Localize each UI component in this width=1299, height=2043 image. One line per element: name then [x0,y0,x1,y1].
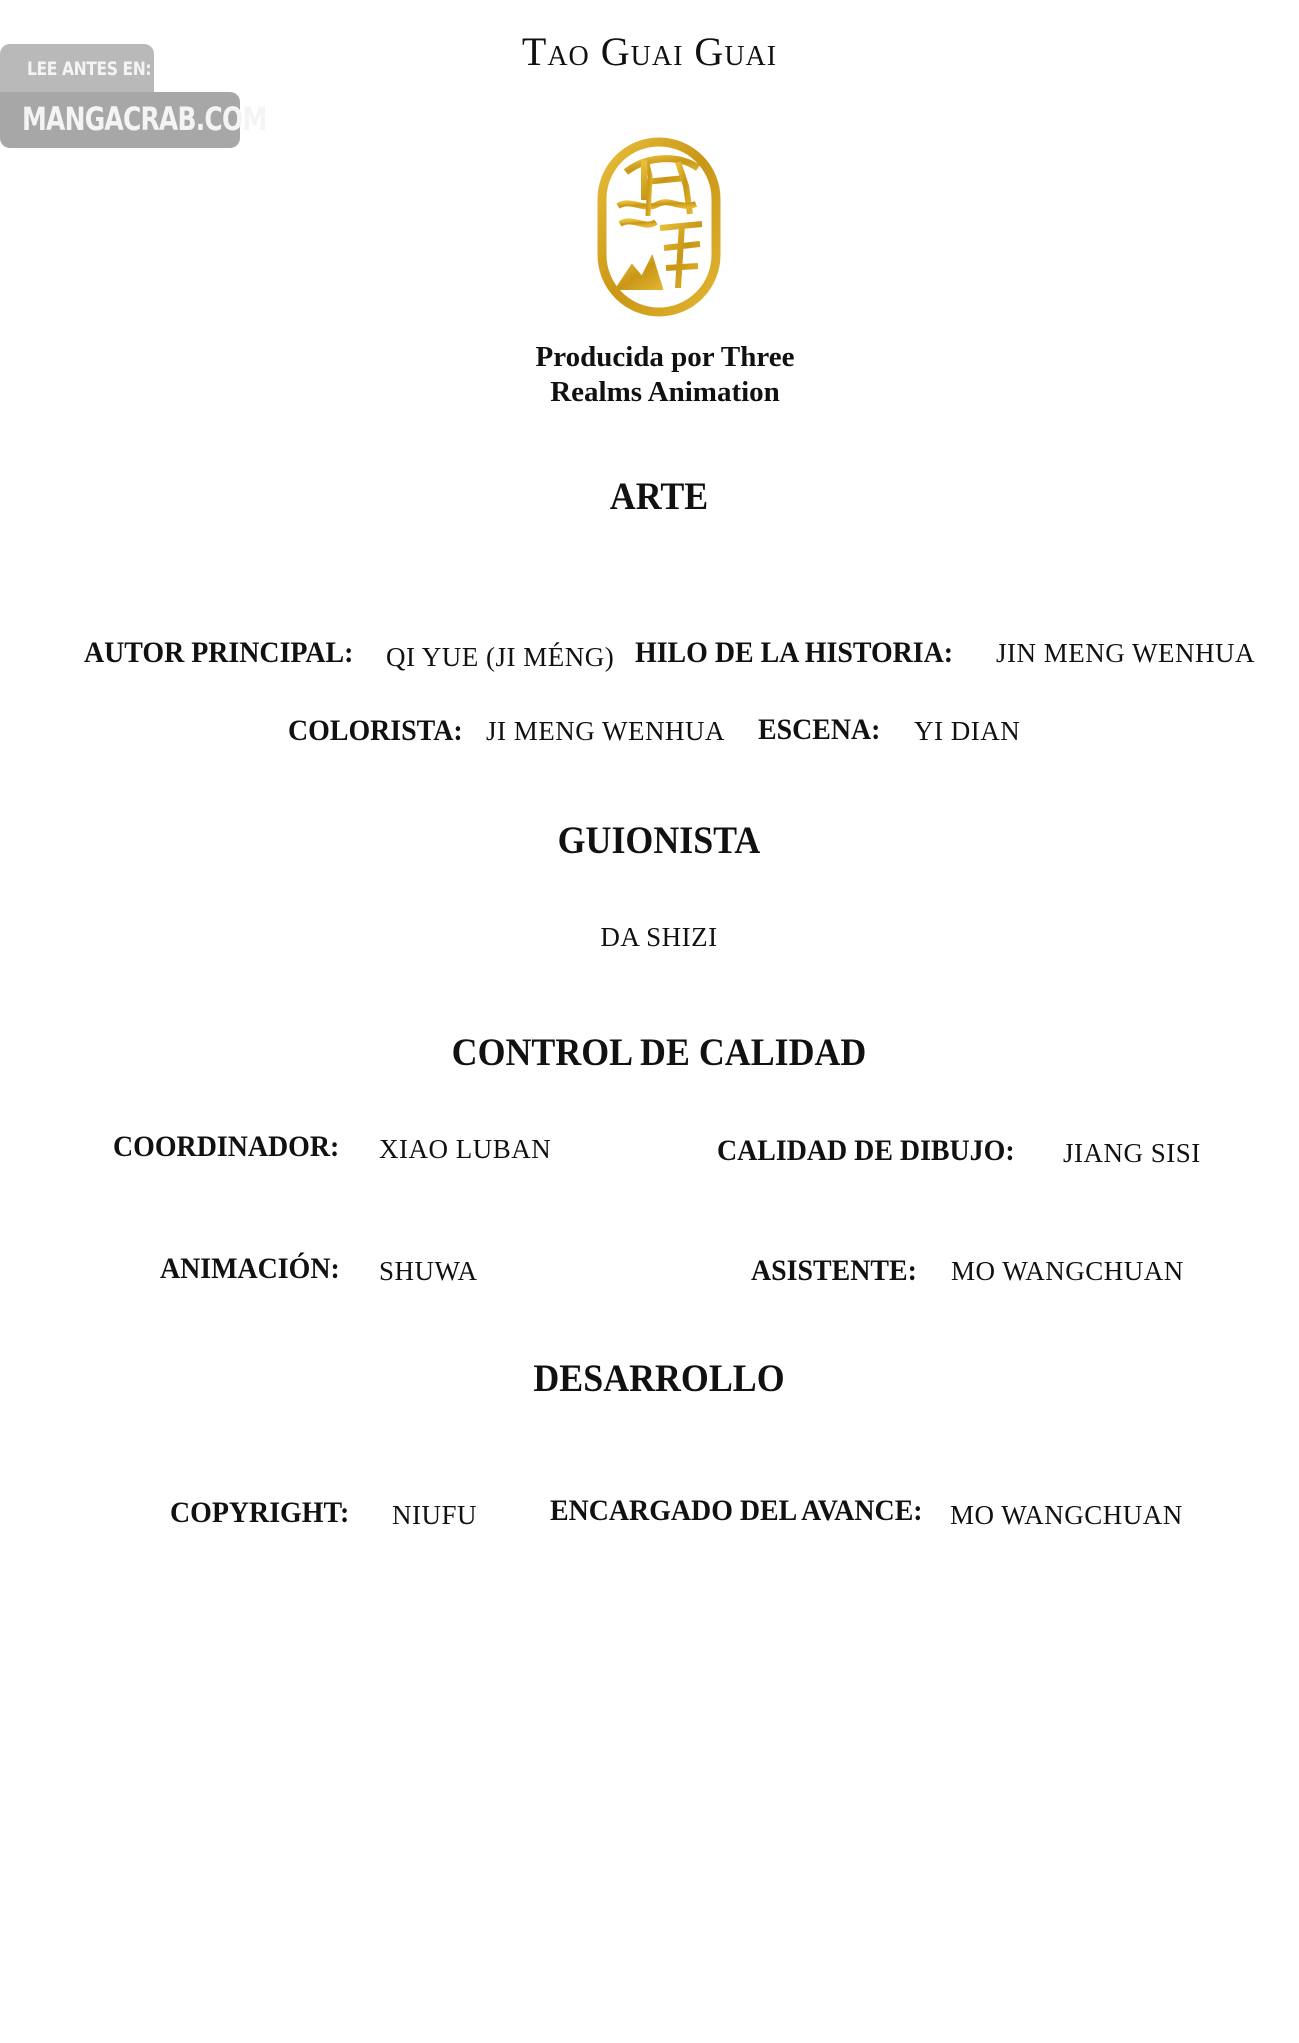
section-heading-art: ARTE [609,475,709,518]
series-title: Tao Guai Guai [521,29,778,74]
credit-label-animation: ANIMACIÓN: [160,1252,340,1285]
credit-value-coordinator: XIAO LUBAN [379,1134,552,1164]
credit-label-lead-author: AUTOR PRINCIPAL: [84,636,354,669]
credit-value-lead-author: QI YUE (JI MÉNG) [386,642,615,672]
produced-by-line1: Producida por Three [535,341,795,373]
section-heading-quality: CONTROL DE CALIDAD [451,1031,867,1074]
section-heading-development: DESARROLLO [533,1357,785,1400]
produced-by-line2: Realms Animation [550,376,780,408]
watermark-line1: LEE ANTES EN: [27,58,152,80]
credit-label-assistant: ASISTENTE: [751,1254,917,1287]
credit-label-scene: ESCENA: [758,713,881,746]
credit-label-coordinator: COORDINADOR: [113,1130,340,1163]
credit-label-colorist: COLORISTA: [288,714,463,747]
credit-value-preview-manager: MO WANGCHUAN [950,1500,1183,1530]
credit-value-assistant: MO WANGCHUAN [951,1256,1184,1286]
section-heading-script: GUIONISTA [557,819,761,862]
credit-value-animation: SHUWA [379,1256,478,1286]
credit-value-drawing-quality: JIANG SISI [1063,1138,1201,1168]
script-writer-value: DA SHIZI [600,922,718,952]
credit-value-story: JIN MENG WENHUA [996,638,1255,668]
credit-value-copyright: NIUFU [392,1500,478,1530]
seal-logo-icon [586,120,732,320]
credit-value-scene: YI DIAN [914,716,1021,746]
credit-label-preview-manager: ENCARGADO DEL AVANCE: [550,1494,923,1527]
produced-by [0,340,1299,410]
credit-label-copyright: COPYRIGHT: [170,1496,350,1529]
credit-value-colorist: JI MENG WENHUA [486,716,725,746]
watermark-site: MANGACRAB.COM [22,100,267,138]
credit-label-story: HILO DE LA HISTORIA: [635,636,954,669]
credit-label-drawing-quality: CALIDAD DE DIBUJO: [717,1134,1015,1167]
